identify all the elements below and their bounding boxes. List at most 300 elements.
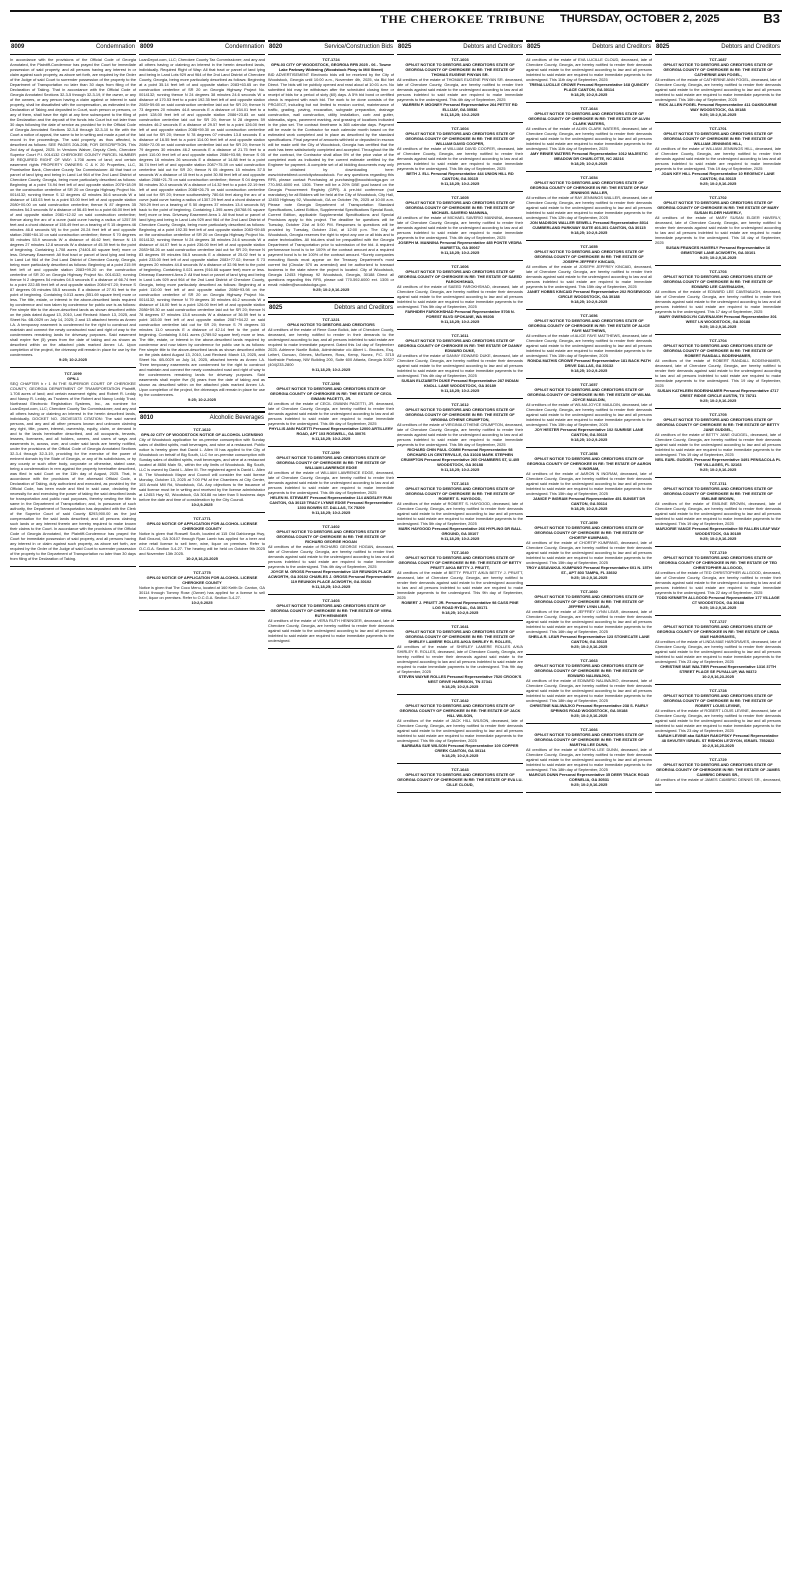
notice-ref: TCT-1701 xyxy=(709,125,727,131)
notice-run-dates: 9:11,18,25; 10:2-2025 xyxy=(440,249,480,255)
notice-run-dates: 9:11,18,25; 10:2-2025 xyxy=(440,318,480,324)
notice-run-dates: 9:18,25; 10:2,9-2025 xyxy=(570,367,608,373)
notice-divider xyxy=(397,694,523,695)
section-number: 8020 xyxy=(269,44,283,50)
notice-divider xyxy=(526,585,652,586)
notice-signature: MARJORIE VANCE Personal Representative 50 FALLEN LEAF WAY WOODSTOCK, GA 30189 xyxy=(656,525,780,536)
legal-notice xyxy=(526,520,652,580)
notice-signature: BETH J. ELL Personal Representative 444 UNION HILL RD CANTON, GA 30115 xyxy=(406,170,514,181)
notice-ref: TCT-1658 xyxy=(580,450,598,456)
notice-divider xyxy=(526,240,652,241)
notice-ref: TCT-1642 xyxy=(451,697,469,703)
notice-ref: TCT-1604 xyxy=(451,125,469,131)
legal-notice xyxy=(526,451,652,511)
notice-run-dates: 9:25; 10:2,9,16-2025 xyxy=(699,466,737,472)
notice-divider xyxy=(10,367,136,368)
notice-title: GPN-07 NOTICE TO DEBTORS AND CREDITORS STATE OF GEORGIA COUNTY OF CHEROKEE IN RE: THE ESTATE OF BETTY PRUITT A/K/A BETTY J. PRUITT, xyxy=(398,554,522,570)
legal-notice xyxy=(397,126,523,186)
notice-title: GPN-6 NOTICE TO DEBTORS AND CREDITORS xyxy=(287,322,375,328)
notice-ref: TCT-1666 xyxy=(580,726,598,732)
notice-divider xyxy=(655,334,781,335)
notice-run-dates: 9:25; 10:2,9,16-2025 xyxy=(570,781,608,787)
legal-notice-columns xyxy=(10,40,782,1576)
notice-ref: TCT-1655 xyxy=(580,243,598,249)
legal-notice xyxy=(526,382,652,442)
notice-signature: SUSAN KATHLEEN BODENHAMER Personal Representative 4717 CREST RIDGE CIRCLE AUSTIN, TX 78731 xyxy=(657,387,779,398)
legal-notice xyxy=(397,698,523,758)
notice-body: All creditors of the estate of ROBERT S. HAYGOOD, deceased, late of Cherokee County, Georgia, are hereby notified to render their demands against said estate to the undersigned according to law and all persons indebted to said estate are required to make immediate payments to the undersigned. This 5th day of September, 2025 xyxy=(397,500,523,526)
legal-notice xyxy=(268,598,394,643)
notice-title: GPN-07 NOTICE TO DEBTORS AND CREDITORS STATE OF GEORGIA COUNTY OF CHEROKEE IN RE: THE ESTATE OF JEFFREY LYNN LEAR, xyxy=(534,593,644,609)
notice-signature: ROBERT J. PRUITT JR. Personal Representative 98 CASS PINE LOG ROAD RYDAL, GA 30171 xyxy=(401,599,519,610)
notice-ref: TCT-1643 xyxy=(451,766,469,772)
legal-notice xyxy=(526,589,652,649)
notice-title: GPN-07 NOTICE TO DEBTORS AND CREDITORS STATE OF GEORGIA COUNTY OF CHEROKEE IN RE: THE ESTATE OF CECIL GWANN PACETTI, JR. xyxy=(270,386,392,402)
notice-ref: TCT-1775 xyxy=(193,570,211,576)
notice-ref: TCT-1728 xyxy=(709,687,727,693)
legal-notice xyxy=(139,570,265,605)
notice-ref: TCT-1613 xyxy=(451,480,469,486)
notice-divider xyxy=(397,546,523,547)
notice-title: GPN-03 CITY OF WOODSTOCK, GEORGIA RFB 2025 - 06 - Towne Lake Parkway Widening (Woodstock Pkwy to Mill Street) xyxy=(270,61,392,72)
notice-run-dates: 9:18,25; 10:2,9-2025 xyxy=(441,609,479,615)
notice-title: GPN-07 NOTICE TO DEBTORS AND CREDITORS STATE OF GEORGIA COUNTY OF CHEROKEE IN RE: THE ESTATE OF RICHARD GEORGE HOGAN xyxy=(276,529,386,545)
notice-title: GPN-07 NOTICE TO DEBTORS AND CREDITORS STATE OF GEORGIA COUNTY OF CHEROKEE IN RE: THE ESTATE OF WILLIAM DAVID COOPER, xyxy=(405,130,515,146)
notice-body: All creditors of the estate of RAY JENNINGS WALLER, deceased, late of Cherokee County, Georgia, are hereby notified to render their demands against said estate to the undersigned according to law and all persons indebted to said estate are required to make immediate payments to the undersigned. This 12th day of September, 2025 xyxy=(526,194,652,220)
notice-body: SEQ CHAPTER h r 1 IN THE SUPERIOR COURT OF CHEROKEE COUNTY, GEORGIA DEPARTMENT OF TRANSPORTATION Plaintiff, 1.708 acres of land; and certain easement rights; and Robert R. Leddy and Nancy R. Leddy, as Trustees of the Robert and Nancy Leddy Trust; Northeast Electronic Registration Systems, Inc., as nominee for LoanDepot.com, LLC; Cherokee County Tax Commissioner; and any and all others having or claiming an interest in the herein described lands, individually. DOCKET NO. 25CVE1573 CITATION: The said named persons, and any and all other persons known and unknown claiming any right, title, power, interest, ownership, equity, claim, or demand in and to the lands hereinafter described, and all occupants, tenants, lessees, licensees, and all holders, owners, and users of ways and easements in, across, over, and under said lands are hereby notified, under the provisions of the Official Code of Georgia Annotated Sections 32-3-4 through 32-3-19, providing for the exercise of the power of eminent domain by the State of Georgia, or any of its subdivisions, or by any county or such other body, corporate or otherwise, stated case, being a condemnation in rem against the property hereinafter described, was filed in said Court on the 11th day of August, 2025. That, in accordance with the provisions of the aforesaid Official Code, a Declaration of Taking, duly authorized and executed, as provided by the Official Code, has been made and filed in said case, declaring the necessity for and exercising the power of taking the said described lands for transportation and public road purposes, thereby vesting the title to same in the Department of Transportation; and, in pursuance of such authority, the Department of Transportation has deposited with the Clerk of the Superior Court of said County $293,900.00 as the just compensation for the said lands described; and all persons claiming such lands or any interest therein are hereby required to make known their claims to the Court. In accordance with the provisions of the Official Code of Georgia Annotated, the Plaintiff-Condemnor has prayed the Court for immediate possession of said property, and all persons having any interest in or claim against such property, as above set forth, are required by the Order of the Judge of said Court to surrender possession of the property to the Department of Transportation no later than 30 days from filing of the Declaration of Taking. xyxy=(10,380,136,561)
notice-title: GPN-07 NOTICE TO DEBTORS AND CREDITORS STATE OF GEORGIA COUNTY OF CHEROKEE IN RE: THE ESTATE OF ROBERT RANDALL BODENHAMER, xyxy=(663,342,773,358)
notice-signature: NEIL EARL GUDGEL Personal Representative 3491 PENSACOLA PL THE VILLAGES, FL 32163 xyxy=(655,456,781,467)
notice-divider xyxy=(526,516,652,517)
notice-run-dates: 10:2,9,16,23-2025 xyxy=(186,556,218,562)
notice-run-dates: 9:11,18,25; 10:2-2025 xyxy=(311,367,351,373)
notice-signature: JOSEPH M. MANNINA Personal Representative 485 PONTE VEDRA MARIETTA, GA 30067 xyxy=(398,239,522,250)
notice-ref: TCT-1727 xyxy=(709,618,727,624)
notice-signature: AMY RENEE WATERS Personal Representative 1012 MAJESTIC MEADOW DR CHARLOTTE, NC 28216 xyxy=(530,150,648,161)
notice-ref: TCT-1298 xyxy=(322,381,340,387)
notice-body: All creditors of the estate of MICHAEL SAVERIO MANNINA, deceased, late of Cherokee County, Georgia, are hereby notified to render their demands against said estate to the undersigned according to law and all persons indebted to said estate are required to make immediate payments to the undersigned. This 4th day of September, 2025 xyxy=(397,214,523,240)
notice-divider xyxy=(139,512,265,513)
legal-notice xyxy=(268,317,394,372)
notice-run-dates: 9:25; 10:2,9,16-2025 xyxy=(570,712,608,718)
notice-body: All creditors of the estate of CATHERINE ANN FOGEL, deceased, late of Cherokee County, Georgia, are hereby notified to render their demands against said estate to the undersigned according to law and all persons indebted to said estate are required to make immediate payments to the undersigned. This 16th day of September, 2025 xyxy=(655,76,781,102)
section-number: 8025 xyxy=(398,44,412,50)
legal-notice xyxy=(397,57,523,117)
section-header-condemnation-cont xyxy=(139,40,265,55)
section-label: Condemnation xyxy=(95,44,135,50)
notice-ref: TCT-1657 xyxy=(580,381,598,387)
issue-date: THURSDAY, OCTOBER 2, 2025 xyxy=(560,13,720,25)
notice-divider xyxy=(139,610,265,611)
legal-notice xyxy=(655,619,781,679)
notice-body: All creditors of the estate of ALVIN CLARK WATERS, deceased, late of Cherokee County, Georgia, are hereby notified to render their demands against said estate to the undersigned according to law and all persons indebted to said estate are required to make immediate payments to the undersigned. This 11th day of September, 2025 xyxy=(526,125,652,151)
notice-ref: TCT-1663 xyxy=(580,657,598,663)
legal-notice xyxy=(655,688,781,748)
notice-title: GPN-07 NOTICE TO DEBTORS AND CREDITORS STATE OF GEORGIA COUNTY OF CHEROKEE IN RE: THE ESTATE OF AARON N INGRAM, xyxy=(526,455,652,471)
notice-title: GPN-07 NOTICE TO DEBTORS AND CREDITORS STATE OF GEORGIA COUNTY OF CHEROKEE IN RE: THE ESTATE OF WILLIAM JENNINGS HILL, xyxy=(663,130,773,146)
notice-ref: TCT-1403 xyxy=(322,598,340,604)
notice-title: GPN-07 NOTICE TO DEBTORS AND CREDITORS STATE OF GEORGIA COUNTY OF CHEROKEE IN RE: THE ESTATE OF WILMA JOYCE MAULDIN, xyxy=(527,386,651,402)
notice-divider xyxy=(397,398,523,399)
section-label: Debtors and Creditors xyxy=(592,44,651,50)
legal-notice xyxy=(139,427,265,507)
notice-run-dates: 9:18,25; 10:2,9-2025 xyxy=(570,436,608,442)
notice-signature: RONDA MATHIS CROWE Personal Representative 181 BACK PATH DRIVE DALLAS, GA 30132 xyxy=(527,357,651,368)
notice-body: All creditors of the estate of JEFFREY LYNN LEAR, deceased, late of Cherokee County, Georgia, are hereby notified to render their demands against said estate to the undersigned according to law and all persons indebted to said estate are required to make immediate payments to the undersigned. This 16th day of September, 2025 xyxy=(526,608,652,634)
notice-ref: TCT-1687 xyxy=(709,56,727,62)
section-header-condemnation xyxy=(10,40,136,55)
legal-notice xyxy=(10,57,136,362)
notice-divider xyxy=(655,408,781,409)
notice-divider xyxy=(526,171,652,172)
notice-title: GPN-07 NOTICE TO DEBTORS AND CREDITORS STATE OF GEORGIA COUNTY OF CHEROKEE IN RE: THE ESTATE OF BETTY JANE GUDGEL, xyxy=(656,416,780,432)
legal-notice xyxy=(526,175,652,235)
notice-body: Notice is given that The Coco Menu, located at 160 Keith Dr. Canton, GA 30114 through Tommy Rose (Owner) has applied for a license to sell beer, liquor on premises. Refer to O.C.G.A. Section 3-4-27. xyxy=(139,585,265,601)
notice-title: GPN-02 NOTICE OF APPLICATION FOR ALCOHOL LICENSE CHEROKEE COUNTY xyxy=(146,575,258,586)
legal-notice xyxy=(397,402,523,472)
notice-title: GPN-07 NOTICE TO DEBTORS AND CREDITORS STATE OF GEORGIA COUNTY OF CHEROKEE IN RE: THE ESTATE OF EDWARD LEE CAVENAUGH, xyxy=(663,273,773,289)
notice-divider xyxy=(397,122,523,123)
notice-title: GPN-02 CITY OF WOODSTOCK NOTICE OF ALCOHOL LICENSING xyxy=(140,432,264,438)
notice-title: GPN-07 NOTICE TO DEBTORS AND CREDITORS STATE OF GEORGIA COUNTY OF CHEROKEE IN RE: THE ESTATE OF ROBERT LOUIS LEVINE, xyxy=(663,692,773,708)
notice-run-dates: 9:25; 10:2,9,16-2025 xyxy=(570,643,608,649)
section-number: 8025 xyxy=(527,44,541,50)
notice-body: All creditors of the estate of JOSEPH JEFFREY KINCAID, deceased, late of Cherokee County, Georgia, are hereby notified to render their demands against said estate to the undersigned according to law and all persons indebted to said estate are required to make immediate payments to the undersigned. This 15th day of September, 2025 xyxy=(526,263,652,289)
section-header-service xyxy=(268,40,394,55)
notice-ref: TCT-1705 xyxy=(709,411,727,417)
notice-body: All creditors of the estate of MARY SUSAN ELDER HAVERLY, deceased, late of Cherokee County, Georgia, are hereby notified to render their demands against said estate to the undersigned according to law and all persons indebted to said estate are required to make immediate payments to the undersigned. This 18 day of September, 2025 xyxy=(655,214,781,245)
notice-run-dates: 10:2,9-2025 xyxy=(191,600,213,606)
notice-ref: TCT-1402 xyxy=(322,524,340,530)
notice-title: GPN-07 NOTICE TO DEBTORS AND CREDITORS STATE OF GEORGIA COUNTY OF CHEROKEE IN RE: THE ESTATE OF CATHERINE ANN FOGEL, xyxy=(663,61,773,77)
legal-notice xyxy=(397,767,523,787)
notice-body: All creditors of the estate of ALICE FAYE MATTHEWS, deceased, late of Cherokee County, Georgia, are hereby notified to render their demands against said estate to the undersigned according to law and all persons indebted to said estate are required to make immediate payments to the undersigned. This 15th day of September, 2025 xyxy=(526,332,652,358)
notice-signature: CHRISTINE NALIWAJKO Personal Representative 238 S. FAIRLY SPRINGS ROAD WOODSTOCK, GA 30188 xyxy=(529,702,649,713)
notice-run-dates: 9:18,25; 10:2,9-2025 xyxy=(570,229,608,235)
notice-body: All creditors of the estate of RICHARD GEORGE HOGAN, deceased, late of Cherokee County, Georgia, are hereby notified to render their demands against said estate to the undersigned according to law and all persons indebted to said estate are required to make immediate payments to the undersigned. This 4th day of September, 2025 xyxy=(268,544,394,570)
notice-body: All creditors of the estate of LINDA MAE HARGRAVES, deceased, late of Cherokee County, Georgia, are hereby notified to render their demands against said estate to the undersigned according to law and all persons indebted to said estate are required to make immediate payments to the undersigned. This 23 day of September, 2025 xyxy=(655,638,781,664)
section-header-debtors xyxy=(268,301,394,316)
legal-notice xyxy=(397,550,523,615)
notice-ref: TCT-1622 xyxy=(193,427,211,433)
notice-body: BID ADVERTISEMENT Electronic bids will be received by the City of Woodstock, Georgia until 10:00 a.m., November 4th, 2025, via Bid Net Direct. The bids will be publicly opened and read aloud at 10:01 a.m. No submitted bid may be withdrawn after the scheduled closing time or receipt of bids for a period of sixty (60) days. A 5% bid bond or certified check is required with each bid. The work to be done consists of the PROJECT, including but not limited to erosion control, maintenance of traffic, grading, paving, excavation, subgrade preparation, drainage construction, wall construction, utility installation, curb and gutter, sidewalks, signs, pavement marking, and grassing of locations indicated in the plan set. The contract timeframe is 365 calendar days. Payment will be made to the Contractor for each calendar month based on the estimated work completed and in place as described by the standard specifications. Final payment of amounts withheld or deposited in escrow will be made until the City of Woodstock, Georgia has certified that the work has been satisfactorily completed and accepted. Throughout the life of the contract, the Contractor shall allow 5% of the price value of the completed work as indicated by the current estimate certified by the Engineer for payment. A complete set of all bidding documents may only be obtained by downloading here: www.bidnetdirect.com/cityofwoodstock. For any questions regarding this RFB, please contact Purchasing at purchasing@woodstockga.gov or 770-592-6000 ext. 1305. There will be a 20% DBE goal based on the Georgia Procurement Registry (GPR). A pre-bid conference (not mandatory) for all Bidders will be held at the City of Woodstock, City Hall, 12453 Highway 92, Woodstock, GA on October 7th, 2025 at 10:00 a.m. Please note Georgia Department of Transportation Standard Specifications, Latest Edition, Supplemental Specifications Special Book, Current Edition, applicable Supplemental Specifications and Special Provisions apply to this project. The deadline for questions will be Tuesday, October 21st at 5:00 PM. Responses to questions will be provided by Tuesday, October 21st, at 12:00 p.m. The City of Woodstock, Georgia reserves the right to reject any one or all bids and to waive technicalities. All bid-ders shall be prequalified with the Georgia Department of Transportation prior to submission of the bid. A required performance bond is to be 100% of the contract amount and a required payment bond is to be 100% of the contract amount. *Surety companies executing Bonds must appear on the Treasury Department's most current list (Circular 570 as amended) and be authorized to transact business in the state where the project is located. City of Woodstock, Georgia 12453 Highway 92 Woodstock, Georgia, 30188 Direct all questions regarding this RFB, please call 770-592-6000 ext. 1305 or email: mlallen@woodstockga.gov. xyxy=(268,71,394,287)
notice-run-dates: 9:25; 10:2,9,16-2025 xyxy=(312,286,350,292)
notice-run-dates: 9:25; 10:2-2025 xyxy=(59,356,87,362)
section-label: Debtors and Creditors xyxy=(721,44,780,50)
section-label: Debtors and Creditors xyxy=(334,304,393,311)
notice-title: GPN-07 NOTICE TO DEBTORS AND CREDITORS STATE OF GEORGIA COUNTY OF CHEROKEE IN RE: THE ESTATE OF MARY SUSAN ELDER HAVERLY, xyxy=(657,199,779,215)
column-3 xyxy=(268,40,394,1576)
notice-divider xyxy=(526,309,652,310)
legal-notice xyxy=(655,338,781,403)
notice-divider xyxy=(526,378,652,379)
notice-body: All creditors of the estate of SAEED FAROKHSHAD, deceased, late of Cherokee County, Georgia, are hereby notified to render their demands against said estate to the undersigned according to law and all persons indebted to said estate are required to make immediate payments to the undersigned. This 5th day of September, 2025 xyxy=(397,283,523,309)
notice-title: GPN-07 NOTICE TO DEBTORS AND CREDITORS STATE OF GEORGIA COUNTY OF CHEROKEE IN RE: THE ESTATE OF CHORTIP KUMPANG, xyxy=(534,524,644,540)
notice-signature: HELEN M. STEWART Personal Representative 114 ANDSLEY RUN CANTON, GA 30115 TRACY LYNNE EDGE Personal Representative 1303 BOWEN ST. DALLAS, TX 75209 xyxy=(269,495,393,511)
notice-body: All creditors of the estate of ROBERT LOUIS LEVINE, deceased, late of Cherokee County, Georgia, are hereby notified to render their demands against said estate to the undersigned according to law and all persons indebted to said estate are required to make immediate payments to the undersigned. This 23 day of September, 2025 xyxy=(655,707,781,733)
notice-divider xyxy=(526,102,652,103)
notice-title: GPN-07 NOTICE TO DEBTORS AND CREDITORS STATE OF GEORGIA COUNTY OF CHEROKEE IN RE: THE ESTATE OF LINDA MAE HARGRAVES, xyxy=(656,623,780,639)
notice-title: GPN-07 NOTICE TO DEBTORS AND CREDITORS STATE OF GEORGIA COUNTY OF CHEROKEE IN RE: THE ESTATE OF THOMAS EUGENE PINYAN SR. xyxy=(405,61,515,77)
notice-ref: TCT-1640 xyxy=(451,549,469,555)
notice-signature: RICK ALLEN FOGEL Personal Representative 411 OAKBOURNE WAY WOODSTOCK, GA 30188 xyxy=(658,101,778,112)
notice-body: All creditors of the estate of ROBERT RANDALL BODENHAMER, deceased, late of Cherokee County, Georgia, are hereby notified to render their demands against said estate to the undersigned according to law and all persons indebted to said estate are required to make immediate payments to the undersigned. This 19 day of September, 2025 xyxy=(655,357,781,388)
newspaper-name: THE CHEROKEE TRIBUNE xyxy=(380,12,546,26)
debtor-notices xyxy=(655,57,781,793)
notice-run-dates: 9:11,18,25; 10:2-2025 xyxy=(311,510,351,516)
legal-notice xyxy=(655,757,781,787)
section-number: 8025 xyxy=(656,44,670,50)
notice-signature: SUSAN FRANCES HAVERLY Personal Representative 16 GEMSTONE LANE ACWORTH, GA 30101 xyxy=(665,244,771,255)
notice-signature: MARY GWENDOLYN CAVENAUGH Personal Representative 301 WEST LN WOODSTOCK, GA 30188 xyxy=(659,313,777,324)
notice-title: GPN-07 NOTICE TO DEBTORS AND CREDITORS STATE OF GEORGIA COUNTY OF CHEROKEE IN RE: THE ESTATE OF VERA RUTH HENINGER xyxy=(270,603,392,619)
notice-title: GPN-07 NOTICE TO DEBTORS AND CREDITORS STATE OF GEORGIA COUNTY OF CHEROKEE IN RE: THE ESTATE OF ROBERT S. HAYGOOD, xyxy=(405,485,515,501)
notice-ref: TCT-1711 xyxy=(709,480,727,486)
notice-run-dates: 9:18,25; 10:2,9-2025 xyxy=(441,752,479,758)
notice-run-dates: 10:2,9,16,23-2025 xyxy=(702,742,734,748)
section-label: Service/Construction Bids xyxy=(324,44,393,50)
notice-signature: JANICE P INGRAM Personal Representative 451 SUNSET DR CANTON, GA 30114 xyxy=(532,495,646,506)
bid-notices xyxy=(268,57,394,298)
debtor-notices xyxy=(397,57,523,793)
notice-ref: TCT-1660 xyxy=(580,588,598,594)
notice-title: GPN-07 NOTICE TO DEBTORS AND CREDITORS STATE OF GEORGIA COUNTY OF CHEROKEE IN RE: THE ESTATE OF SHIRLEY LAMERE ROLLES A/K/A SHIRLEY R. ROLLES, xyxy=(405,628,515,644)
legal-notice xyxy=(655,269,781,329)
notice-body: All creditors of the estate of SHIRLEY LAMERE ROLLES A/K/A SHIRLEY R. ROLLES, deceased, late of Cherokee County, Georgia, are hereby notified to render their demands against said estate to the undersigned according to law and all persons indebted to said estate are required to make immediate payments to the undersigned. This 9th day of September, 2025 xyxy=(397,643,523,674)
notice-signature: JON MADISON WALLER SEWELL Personal Representative 8014 CUMBERLAND PARKWAY SUITE 403-301 CANTON, GA 30115 xyxy=(529,219,649,230)
legal-notice xyxy=(526,57,652,97)
notice-title: GPN-07 NOTICE TO DEBTORS AND CREDITORS STATE OF GEORGIA COUNTY OF CHEROKEE IN RE: THE ESTATE OF EDWARD NALIWAJKO, xyxy=(534,662,644,678)
notice-title: GPN-07 NOTICE TO DEBTORS AND CREDITORS STATE OF GEORGIA COUNTY OF CHEROKEE IN RE: THE ESTATE OF EVA LU-CILLE CLOUD, xyxy=(397,771,523,787)
notice-divider xyxy=(526,447,652,448)
column-6 xyxy=(655,40,781,1576)
notice-run-dates: 9:11,18,25; 10:2-2025 xyxy=(440,387,480,393)
notice-run-dates: 9:11,18,25; 10:2-2025 xyxy=(311,436,351,442)
section-header-debtors xyxy=(526,40,652,55)
notice-title: GPN-07 NOTICE TO DEBTORS AND CREDITORS STATE OF GEORGIA COUNTY OF CHEROKEE IN RE: THE ESTATE OF JOSEPH JEFFREY KINCAID, xyxy=(534,248,644,264)
notice-signature: MARK HAYGOOD Personal Representative 266 HYPLING DR BALL GROUND, GA 30107 xyxy=(398,525,522,536)
notice-divider xyxy=(655,684,781,685)
notice-body: All creditors of the estate of JACK HILL WILSON, deceased, late of Cherokee County, Georgia, are hereby notified to render their demands against said estate to the undersigned according to law and all persons indebted to said estate are required to make immediate payments to the undersigned. This 9th day of September, 2025 xyxy=(397,717,523,743)
notice-ref: TCT-1603 xyxy=(451,56,469,62)
section-number: 8010 xyxy=(140,414,154,421)
notice-signature: TRENA LUCILLE CROWE Personal Representative 168 QUINCEY PLACE CANTON, GA 30114 xyxy=(529,81,649,92)
notice-divider xyxy=(526,654,652,655)
column-4 xyxy=(397,40,523,1576)
notice-ref: TCT-1704 xyxy=(709,337,727,343)
notice-divider xyxy=(397,260,523,261)
legal-notice xyxy=(268,524,394,589)
section-number: 8009 xyxy=(11,44,25,50)
legal-notice xyxy=(526,658,652,718)
legal-notice xyxy=(526,106,652,166)
notice-title: GPN-07 NOTICE TO DEBTORS AND CREDITORS STATE OF GEORGIA COUNTY OF CHEROKEE IN RE: THE ESTATE OF JACK HILL WILSON, xyxy=(399,702,521,718)
notice-body: All creditors of the estate of AARON N INGRAM, deceased, late of Cherokee County, Georgia, are hereby notified to render their demands against said estate to the undersigned according to law and all persons indebted to said estate are required to make immediate payments to the undersigned. This 15th day of September, 2025 xyxy=(526,470,652,496)
notice-body: City of Woodstock application for on-premise consumption with Sunday sales of distilled spirits, malt beverages, and wine at a restaurant. Public notice is hereby given that David L. Allen III has applied to the City of Woodstock on behalf of Big South, LLC for on-premise consumption with Sunday sales of distilled spirits, malt beverages, and wine at a restaurant located at 8656 Main St., within the city limits of Woodstock. Big South, LLC is owned by David L. Allen III. The registered agent is David L. Allen III. The Woodstock Mayor and Council will consider the said license Monday, October 13, 2025 at 7:00 PM at the Chambers at City Center, 103 Arnold Mill Rd, Woodstock, GA. Any objections to the issuance of said license must be in writing and received by the license administrator at 12453 Hwy 92, Woodstock, GA 30188 no later than 5 business days before the date and time of consideration by the City Council. xyxy=(139,437,265,503)
legal-notice xyxy=(526,244,652,304)
notice-body: All creditors of the estate of WILLIAM JENNINGS HILL, deceased, late of Cherokee County, Georgia, are hereby notified to render their demands against said estate to the undersigned according to law and all persons indebted to said estate are required to make immediate payments to the undersigned. This 19 day of September, 2025 xyxy=(655,145,781,171)
notice-run-dates: 9:25; 10:2-2025 xyxy=(188,396,216,402)
notice-divider xyxy=(655,191,781,192)
notice-divider xyxy=(526,792,652,793)
notice-run-dates: 9:18,25; 10:2,9-2025 xyxy=(570,298,608,304)
notice-run-dates: 9:25; 10:2,9,16-2025 xyxy=(699,535,737,541)
notice-title: GPN-07 NOTICE TO DEBTORS AND CREDITORS STATE OF GEORGIA COUNTY OF CHEROKEE IN RE: THE ESTATE OF ALVIN CLARK WATERS, xyxy=(528,110,650,126)
legal-notice xyxy=(139,57,265,402)
notice-run-dates: 9:11,18,25; 10:2-2025 xyxy=(440,535,480,541)
debtor-notices xyxy=(268,317,394,649)
legal-notice xyxy=(268,450,394,515)
notice-run-dates: 9:18,25; 10:2,9-2025 xyxy=(570,160,608,166)
notice-signature: FARHIDEH FAROKHSHAD Personal Representative 5708 N. FOREST BLVD SPOKANE, WA 99208 xyxy=(405,308,515,319)
notice-divider xyxy=(397,191,523,192)
notice-divider xyxy=(139,407,265,408)
notice-body: All creditors of the estate of EMILINE BROWN, deceased, late of Cherokee County, Georgia, are hereby notified to render their demands against said estate to the undersigned according to law and all persons indebted to said estate are required to make immediate payments to the undersigned. This 19 day of September, 2025 xyxy=(655,500,781,526)
notice-title: GPN-07 NOTICE TO DEBTORS AND CREDITORS STATE OF GEORGIA COUNTY OF CHEROKEE IN RE: THE ESTATE OF RAY JENNINGS WALLER, xyxy=(529,179,649,195)
notice-body: All creditors of the estate of BETTY PRUITT A/K/A BETTY J. PRUITT, deceased, late of Cherokee County, Georgia, are hereby notified to render their demands against said estate to the undersigned according to law and all persons indebted to said estate are required to make immediate payments to the undersigned. This 9th day of September, 2025 xyxy=(397,569,523,600)
alcohol-notices xyxy=(139,427,265,611)
notice-divider xyxy=(526,723,652,724)
legal-notice xyxy=(655,481,781,541)
notice-body: All creditors of the estate of THOMAS EUGENE PINYAN SR. deceased, late of Cherokee County, Georgia, are hereby notified to render their demands against said estate to the undersigned according to law and all persons indebted to said estate are required to make immediate payments to the undersigned. This 4th day of September, 2025 xyxy=(397,76,523,102)
notice-divider xyxy=(268,377,394,378)
notice-run-dates: 10:2,9-2025 xyxy=(191,502,213,508)
notice-signature: MARCUS DUNN Personal Representative 35 DEER TRACK ROAD CORNELIA, GA 30531 xyxy=(528,771,650,782)
notice-divider xyxy=(397,620,523,621)
notice-title: GPN-02 NOTICE OF APPLICATION FOR ALCOHOL LICENSE CHEROKEE COUNTY xyxy=(146,521,258,532)
notice-title: GPN-07 NOTICE TO DEBTORS AND CREDITORS STATE OF GEORGIA COUNTY OF CHEROKEE IN RE: THE ESTATE OF JAMES CAMBRIC DENNIS SR., xyxy=(656,761,780,777)
notice-title: GPN-07 NOTICE TO DEBTORS AND CREDITORS STATE OF GEORGIA COUNTY OF CHEROKEE IN RE: THE ESTATE OF MARTHA LEE DUNN, xyxy=(534,731,644,747)
notice-signature: PHYLLIS ANN PACETTI Personal Representative 12000 ARTILLERY ROAD, APT 103 ROSWELL, GA 30076 xyxy=(268,426,394,437)
legal-notice xyxy=(10,371,136,561)
notice-title: GPN-1 xyxy=(67,375,79,381)
notice-body: All creditors of the estate of WILLIAM LAWRENCE EDGE, deceased, late of Cherokee County, Georgia, are hereby notified to render their demands against said estate to the undersigned according to law and all persons indebted to said estate are required to make immediate payments to the undersigned. This 4th day of September, 2025 xyxy=(268,470,394,496)
section-label: Alcoholic Beverages xyxy=(209,414,264,421)
legal-notice xyxy=(655,195,781,260)
notice-body: All creditors of the estate of TED CHRISTOPHER ALLGOOD, deceased, late of Cherokee County, Georgia, are hereby notified to render their demands against said estate to the undersigned according to law and all persons indebted to said estate are required to make immediate payments to the undersigned. This 22 day of September, 2025 xyxy=(655,569,781,595)
notice-ref: TCT-1644 xyxy=(580,105,598,111)
notice-body: All creditors of the estate of BETTY JANE GUDGEL, deceased, late of Cherokee County, Georgia, are hereby notified to render their demands against said estate to the undersigned according to law and all persons indebted to said estate are required to make immediate payments to the undersigned. This 19 day of September, 2025 xyxy=(655,431,781,457)
notice-body: All creditors of the estate of CHORTIP KUMPANG, deceased, late of Cherokee County, Georgia, are hereby notified to render their demands against said estate to the undersigned according to law and all persons indebted to said estate are required to make immediate payments to the undersigned. This 15th day of September, 2025 xyxy=(526,539,652,565)
notice-run-dates: 9:25; 10:2,9,16-2025 xyxy=(699,111,737,117)
notice-divider xyxy=(268,297,394,298)
legal-notice xyxy=(526,727,652,787)
notice-signature: JOY HESTER Personal Representative 102 SUNRISE LANE CANTON, GA 30115 xyxy=(534,426,644,437)
notice-signature: SHEILA R. LEAR Personal Representative 123 STONECATE LANE CANTON, GA 30115 xyxy=(528,633,650,644)
notice-run-dates: 9:11,18,25; 10:2-2025 xyxy=(440,180,480,186)
notice-run-dates: 9:25; 10:2,9,16-2025 xyxy=(570,574,608,580)
notice-ref: TCT-1719 xyxy=(709,549,727,555)
notice-body: All creditors of the estate of WILMA JOYCE MAULDIN, deceased, late of Cherokee County, Georgia, are hereby notified to render their demands against said estate to the undersigned according to law and all persons indebted to said estate are required to make immediate payments to the undersigned. This 15th day of September, 2025 xyxy=(526,401,652,427)
notice-title: GPN-07 NOTICE TO DEBTORS AND CREDITORS STATE OF GEORGIA COUNTY OF CHEROKEE IN RE: THE ESTATE OF DANNY EDWARD DUKE, xyxy=(397,337,523,353)
notice-ref: TCT-1605 xyxy=(451,194,469,200)
notice-body: Notice is given that Roswell South, located at 115 Old Dahlonega Hwy, Ball Ground, GA 30107 through Ryan Lamb has applied for a beer and wine retail license to sell beer, wine, liquor on premises. Refer to O.C.G.A. Section 3-4-27. The hearing will be held on October 9th 2025 and November 13th 2025. xyxy=(139,531,265,557)
notice-ref: TCT-1729 xyxy=(709,756,727,762)
legal-notice xyxy=(397,264,523,324)
legal-notice xyxy=(655,412,781,472)
notice-signature: BARBARA SUE WILSON Personal Representative 100 COPPER CREEK CANTON, GA 30114 xyxy=(401,742,519,753)
notice-divider xyxy=(268,594,394,595)
notice-signature: TROY ASSAVAKUL KUMPANG Personal Representative 601 N. 15TH ST., APT 803 TAMPA, FL 33602 xyxy=(526,564,652,575)
legal-notice xyxy=(655,550,781,610)
notice-title: GPN-07 NOTICE TO DEBTORS AND CREDITORS STATE OF GEORGIA COUNTY OF CHEROKEE IN RE: THE ESTATE OF SAEED FAROKHSHAD, xyxy=(398,268,522,284)
notice-ref: TCT-1659 xyxy=(580,519,598,525)
notice-divider xyxy=(655,477,781,478)
notice-run-dates: 9:18,25; 10:2,9-2025 xyxy=(441,683,479,689)
notice-body: All creditors of the estate of EVA LUCILLE CLOUD, deceased, late of Cherokee County, Georgia, are hereby notified to render their demands against said estate to the undersigned according to law and all persons indebted to said estate are required to make immediate payments to the undersigned. This 11th day of September, 2025 xyxy=(526,56,652,82)
notice-signature: JOAN KEY HILL Personal Representative 10 REGENCY LANE CANTON, GA 30115 xyxy=(661,170,775,181)
page-number: B3 xyxy=(763,11,780,26)
notice-run-dates: 9:25; 10:2,9,16-2025 xyxy=(699,180,737,186)
legal-notice xyxy=(397,481,523,541)
notice-run-dates: 9:11,18,25; 10:2-2025 xyxy=(311,584,351,590)
section-label: Condemnation xyxy=(224,44,264,50)
notice-run-dates: 10:2,9,16,23-2025 xyxy=(702,673,734,679)
legal-notice xyxy=(268,381,394,441)
notice-ref: TCT-1654 xyxy=(580,174,598,180)
notice-title: GPN-07 NOTICE TO DEBTORS AND CREDITORS STATE OF GEORGIA COUNTY OF CHEROKEE IN RE: THE ESTATE OF TED CHRISTOPHER ALLGOOD, xyxy=(658,554,778,570)
notice-ref: TCT-1299 xyxy=(322,450,340,456)
notice-ref: TCT-1656 xyxy=(580,312,598,318)
section-number: 8009 xyxy=(140,44,154,50)
notice-ref: TCT-1702 xyxy=(709,194,727,200)
section-number: 8025 xyxy=(269,304,283,311)
notice-divider xyxy=(139,566,265,567)
legal-notice xyxy=(268,57,394,292)
notice-signature: JANET HOBBS KINCAID Personal Representative 202 ROSEWOOD CIRCLE WOODSTOCK, GA 30188 xyxy=(527,288,651,299)
column-5 xyxy=(526,40,652,1576)
notice-divider xyxy=(655,753,781,754)
notice-body: All creditors of the estate of MARTHA LEE DUNN, deceased, late of Cherokee County, Georgia, are hereby notified to render their demands against said estate to the undersigned according to law and all persons indebted to said estate are required to make immediate payments to the undersigned. This 18th day of September, 2025 xyxy=(526,746,652,772)
notice-signature: SARAH LEVINE aka SARAH RAKOFSKY Personal Representative 48 SHVUTEY ISRAEL ST RISHON LE'ZIYON, ISRAEL 7552822 xyxy=(657,732,779,743)
notice-signature: JOYCE M. GROSS Personal Representative 119 REUNION PLACE ACWORTH, GA 30102 CHARLES J. GROSS Personal Representative 119 REUNION PLACE ACWORTH, GA 30102 xyxy=(268,569,394,585)
notice-divider xyxy=(268,520,394,521)
section-header-debtors xyxy=(397,40,523,55)
debtor-notices xyxy=(526,57,652,793)
notice-divider xyxy=(655,792,781,793)
condemnation-notices-cont xyxy=(139,57,265,408)
column-2 xyxy=(139,40,265,1576)
notice-divider xyxy=(397,763,523,764)
column-1 xyxy=(10,40,136,1576)
notice-run-dates: 9:18,25; 10:2,9-2025 xyxy=(570,91,608,97)
notice-divider xyxy=(397,477,523,478)
notice-title: GPN-07 NOTICE TO DEBTORS AND CREDITORS STATE OF GEORGIA COUNTY OF CHEROKEE IN RE: THE ESTATE OF VIRGINIA OTHENE CRUMPTON, xyxy=(405,406,515,422)
notice-ref: TCT-1724 xyxy=(322,56,340,62)
notice-body: In accordance with the provisions of the Official Code of Georgia Annotated, the Plaintiff-Condemnor has prayed the Court for immediate possession of said property, and all persons having any interest in or claim against such property, as above set forth, are required by the Order of the Judge of said Court to surrender possession of the property to the Department of Transportation no later than 30 days from filing of the Declaration of Taking. That in accordance with the Official Code of Georgia Annotated Sections 32-3-5 through 32-3-19, if the owner, or any of the owners, or any person having a claim against or interest in said property, shall be dissatisfied with the compensation, as estimated in the Declaration of Taking and deposited in Court, such person or persons, or any of them, shall have the right at any time subsequent to the filing of the Declaration and the deposit of the funds into Court but not later than 30 days following the date of service as provided for in the Official Code of Georgia Annotated Sections 32-3-8 through 32-3-10 to file with the Court a notice of appeal, the same to be in writing and made a part of the record in the proceedings. The said property, as thus affected, is described as follows: SEE PAGES 20A-20B; FOR DESCRIPTION. This 2nd day of August, 2025. In Versions Waiver, Deputy Clerk, Cherokee Superior Court P.I. 0014132 CHEROKEE COUNTY PARCEL NUMBER 39 REQUIRED RIGHT OF WAY: 1.708 acres of land; and certain easement rights PROPERTY OWNERS: C & K 20 Properties, LLC, Promiseline Bank, Cherokee County Tax Commissioner. All that tract or parcel of land lying and being in Land Lot 964 of the 2nd Land District of Cherokee County, Georgia, being more particularly described as follows: Beginning at a point 74.94 feet left of and opposite station 2078+18.09 on the construction centerline of SR 20 on Georgia Highway Project No. 0014132; running thence S 12 degrees 42 minutes 36.6 seconds W a distance of 183.03 feet to a point 53.00 feet left of and opposite station 2080+00.00 on said construction centerline; thence N 87 degrees 35 minutes 54.3 seconds W a distance of 56.45 feet to a point 66.00 feet left of and opposite station 2081+12.02 on said construction centerline; thence along the arc of a curve (said curve having a radius of 1257.59 feet and a chord distance of 155.49 feet on a bearing of S 15 degrees 46 minutes 46.8 seconds W) to the point 20.24 feet left of and opposite station 2080+84.10 on said construction centerline; thence S 70 degrees 55 minutes 53.9 seconds W a distance of 46.62 feet; thence N 15 degrees 27 minutes 12.8 seconds W a distance of 45.39 feet to the point of beginning. Containing 1.708 acres (74401.60 square feet) more or less. Driveway Easement: All that tract or parcel of land lying and being in Land Lot 964 of the 2nd Land District of Cherokee County, Georgia, being more particularly described as follows: Beginning at a point 215.99 feet left of and opposite station 2083+99.20 on the construction centerline of SR 20 on Georgia Highway Project No. 0014132; running thence N 2 degrees 54 minutes 04.5 seconds E a distance of 66.74 feet to a point 222.85 feet left of and opposite station 2084+67.20; thence S 87 degrees 05 minutes 55.5 seconds E a distance of 27.91 feet to the point of beginning. Containing 0.013 acres (551.69 square feet) more or less. The title, estate, or interest in the above-described lands required by condemnor and now taken by condemnor for public use is as follows: Fee simple title to the above-described lands as shown described within on the plats dated August 13, 2010, Last Revised: March 13, 2025, and Sheet No. 6B-0029 on July 14, 2025; 2 and 13 attached hereto as Annex I-A. A temporary easement is condemned for the right to construct and maintain and connect the newly constructed road and right of way to the condemnees remaining lands for driveway purposes. Said easement shall expire five (5) years from the date of taking and as shown as described within on the attached plats marked Annex I-A. Upon completion of the project, the driveway will remain in place for use by the condemnees. xyxy=(10,56,136,357)
notice-run-dates: 9:11,18,25; 10:2-2025 xyxy=(440,466,480,472)
notice-body: All creditors of the estate of CECIL GWANN PACETTI, JR. deceased, late of Cherokee County, Georgia, are hereby notified to render their demands against said estate to the undersigned according to law and all persons indebted to said estate are required to make immediate payments to the undersigned. This 4th day of September, 2025 xyxy=(268,401,394,427)
notice-title: GPN-07 NOTICE TO DEBTORS AND CREDITORS STATE OF GEORGIA COUNTY OF CHEROKEE IN RE: THE ESTATE OF MICHAEL SAVERIO MANNINA, xyxy=(405,199,515,215)
notice-run-dates: 9:25; 10:2,9,16-2025 xyxy=(699,323,737,329)
notice-divider xyxy=(397,329,523,330)
notice-divider xyxy=(268,446,394,447)
notice-ref: TCT-1221 xyxy=(322,317,340,323)
condemnation-notices xyxy=(10,57,136,567)
notice-body: All creditors of the estate of EDWARD NALIWAJKO, deceased, late of Cherokee County, Georgia, are hereby notified to render their demands against said estate to the undersigned according to law and all persons indebted to said estate are required to make immediate payments to the undersigned. This 18th day of September, 2025 xyxy=(526,677,652,703)
notice-body: All creditors of the estate of EDWARD LEE CAVENAUGH, deceased, late of Cherokee County, Georgia, are hereby notified to render their demands against said estate to the undersigned according to law and all persons indebted to said estate are required to make immediate payments to the undersigned. This 17 day of September, 2025 xyxy=(655,288,781,314)
notice-divider xyxy=(655,546,781,547)
notice-title: GPN-07 NOTICE TO DEBTORS AND CREDITORS STATE OF GEORGIA COUNTY OF CHEROKEE IN RE: THE ESTATE OF EMILINE BROWN, xyxy=(663,485,773,501)
notice-body: All creditors of the estate of VIRGINIA OTHENE CRUMPTON, deceased, late of Cherokee County, Georgia, are hereby notified to render their demands against said estate to the undersigned according to law and all persons indebted to said estate are required to make immediate payments to the undersigned. This 5th day of September, 2025 xyxy=(397,421,523,447)
notice-ref: TCT-1771 xyxy=(193,516,211,522)
legal-notice xyxy=(139,516,265,561)
notice-signature: STEVEN WAYNE ROLLES Personal Representative 7520 CROOK'S NEST DRIVE HARRISON, TN 37341 xyxy=(398,673,522,684)
notice-run-dates: 9:25; 10:2,9,16-2025 xyxy=(699,254,737,260)
notice-body: All creditors of the estate of VERA RUTH HENINGER, deceased, late of Cherokee County, Georgia, are hereby notified to render their demands against said estate to the undersigned according to law and all persons indebted to said estate are required to make immediate payments to the undersigned. xyxy=(268,618,394,644)
notice-divider xyxy=(655,122,781,123)
notice-body: LoanDepot.com, LLC; Cherokee County Tax Commissioner; and any and all others having or claiming an interest in the herein described lands, individually. Required Right of Way: All that tract or parcel of land lying and being in Land Lots 929 and 964 of the 2nd Land District of Cherokee County, Georgia, being more particularly described as follows: Beginning at a point 35.14 feet left of and opposite station 2083+63.65 on the construction centerline of SR 20 on Georgia Highway Project No. 0014132; running thence N 24 degrees 38 minutes 24.6 seconds W a distance of 170.53 feet to a point 192.35 feet left of and opposite station 2083+59.65 on said construction centerline laid out for SR 20; thence N 73 degrees 20 minutes 44.8 seconds E a distance of 154.01 feet to a point 128.00 feet left of and opposite station 2086+23.83 on said construction centerline laid out for SR 20; thence N 28 degrees 59 minutes 46.2 seconds E a distance of 29.57 feet to a point 126.00 feet left of and opposite station 2086+59.30 on said construction centerline laid out for SR 20; thence N 78 degrees 07 minutes 13.8 seconds E a distance of 16.55 feet to a point 114.00 feet left of and opposite station 2086+72.05 on said construction centerline laid out for SR 20; thence N 79 degrees 30 minutes 46.2 seconds E a distance of 21.75 feet to a point 110.00 feet left of and opposite station 2086+93.98; thence S 05 degrees 16 minutes 26 seconds E a distance of 14.88 feet to a point 36.74 feet left of and opposite station 2087+75.39 on said construction centerline laid out for SR 20; thence N 05 degrees 15 minutes 37.5 seconds W a distance of 15 feet to a point 30.98 feet left of and opposite station 2088+21.75 on said construction centerline; thence S 04 degrees 56 minutes 30.4 seconds W a distance of 14.32 feet to a point 22.19 feet left of and opposite station 2088+26.75 on said construction centerline laid out for SR 20; thence southwesterly 780.64 feet along the arc of a curve (said curve having a radius of 1307.29 feet and a chord distance of 769.29 feet on a bearing of S 50 degrees 37 minutes 13.4 seconds W) back to the point of beginning. Containing 1.395 acres (60768.91 square feet) more or less. Driveway Easement Area 1: All that tract or parcel of land lying and being in Land Lots 929 and 964 of the 2nd Land District of Cherokee County, Georgia, being more particularly described as follows: Beginning at a point 192.35 feet left of and opposite station 2083+59.65 on the construction centerline of SR 20 on Georgia Highway Project No. 0014132; running thence N 24 degrees 38 minutes 24.6 seconds W a distance of 44.07 feet to a point 236.00 feet left of and opposite station 2083+58.26 on said construction centerline laid out for SR 20; thence N 83 degrees 09 minutes 56.5 seconds E a distance of 25.02 feet to a point 233.00 feet left of and opposite station 2083+77.02; thence S 73 degrees 20 minutes 44.8 seconds W a distance of 32.96 feet to the point of beginning. Containing 0.021 acres (916.66 square feet) more or less. Driveway Easement Area 2: All that tract or parcel of land lying and being in Land Lots 929 and 964 of the 2nd Land District of Cherokee County, Georgia, being more particularly described as follows: Beginning at a point 110.00 feet left of and opposite station 2086+93.98 on the construction centerline of SR 20 on Georgia Highway Project No. 0014132; running thence N 79 degrees 30 minutes 46.2 seconds W a distance of 16.00 feet to a point 126.00 feet left of and opposite station 2086+59.30 on said construction centerline laid out for SR 20; thence N 78 degrees 07 minutes 13.8 seconds W a distance of 36.59 feet to a point 163.00 feet left of and opposite station 2087+54.22 on said construction centerline laid out for SR 20; thence S 79 degrees 33 minutes 11.0 seconds E a distance of 42.14 feet to the point of beginning. Containing 0.041 acres (1789.52 square feet) more or less. The title, estate, or interest in the above-described lands required by condemnor and now taken by condemnor for public use is as follows: Fee simple title to the above-described lands as shown described within on the plats dated August 13, 2010, Last Revised: March 13, 2025, and Sheet No. 6B-0029 on July 14, 2025, attached hereto as Annex I-A. Three temporary easements are condemned for the right to construct and maintain and connect the newly constructed road and right of way to the condemnees remaining lands for driveway purposes. Said easements shall expire five (5) years from the date of taking and as shown as described within on the attached plats marked Annex I-A. Upon completion of the project, the driveways will remain in place for use by the condemnees. xyxy=(139,56,265,397)
